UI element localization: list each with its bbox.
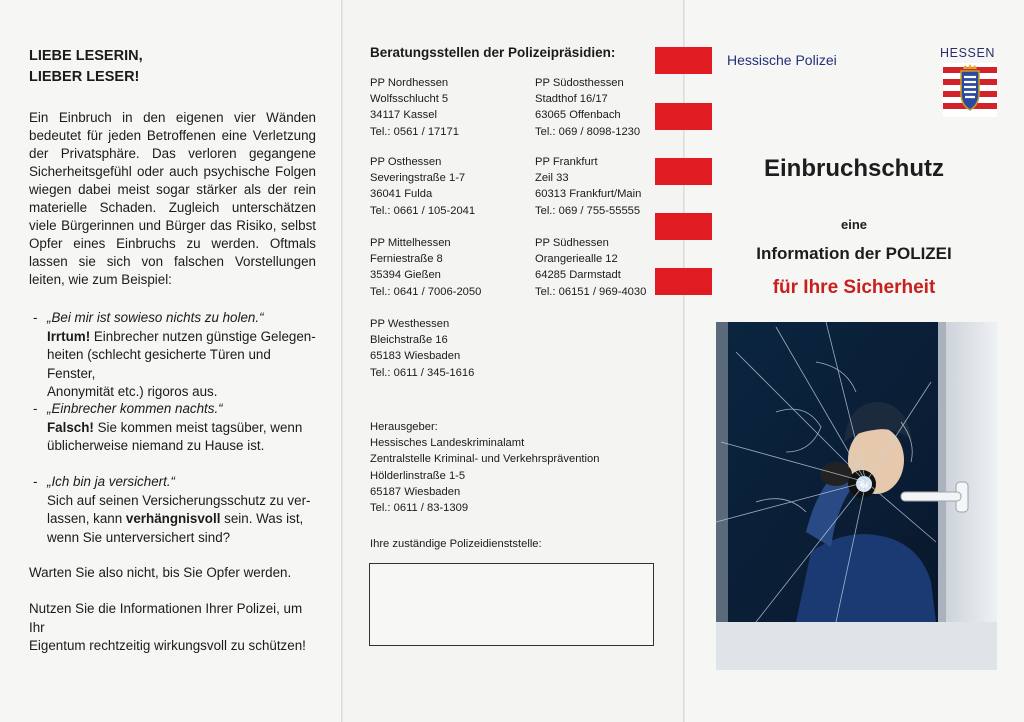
myth-line [47, 328, 319, 347]
myth-text: lassen, kann [47, 511, 126, 526]
local-station-box [369, 563, 654, 646]
office-name: PP Westhessen [370, 318, 450, 330]
myth-item [29, 473, 319, 547]
office-phone: Tel.: 0561 / 17171 [370, 125, 459, 138]
office-city: 65183 Wiesbaden [370, 350, 461, 363]
office-address-mittelhessen [370, 235, 540, 300]
myth-emphasis: verhängnisvoll [125, 511, 221, 526]
contacts-heading: Beratungsstellen der Polizeipräsidien: [370, 45, 616, 60]
office-name: PP Osthessen [370, 156, 442, 168]
publisher-street: Hölderlinstraße 1-5 [370, 469, 466, 482]
office-phone: Tel.: 069 / 8098-1230 [535, 125, 641, 138]
office-phone: Tel.: 0611 / 345-1616 [370, 366, 475, 379]
office-name: PP Südhessen [535, 237, 609, 249]
closing-paragraph [29, 600, 319, 656]
burglar-photo [716, 322, 997, 670]
hessen-crest-icon [943, 63, 997, 117]
myth-quote: „Bei mir ist sowieso nichts zu holen.“ [47, 310, 264, 325]
brochure-title: Einbruchschutz [763, 155, 944, 182]
myth-quote: „Einbrecher kommen nachts.“ [47, 401, 223, 416]
myth-dash: - [33, 474, 38, 489]
office-phone: Tel.: 06151 / 969-4030 [535, 285, 647, 298]
office-street: Ferniestraße 8 [370, 253, 443, 266]
red-bar [655, 47, 712, 74]
office-address-osthessen [370, 154, 540, 219]
myth-item [29, 309, 319, 402]
office-street: Orangeriealle 12 [535, 253, 618, 266]
office-street: Bleichstraße 16 [370, 334, 448, 347]
greeting-line-1: LIEBE LESERIN, [29, 48, 143, 64]
publisher-label: Herausgeber: [370, 421, 438, 433]
office-street: Stadthof 16/17 [535, 93, 608, 106]
subtitle-eine: eine [840, 217, 867, 232]
office-name: PP Frankfurt [535, 156, 598, 168]
red-bar [655, 103, 712, 130]
office-city: 64285 Darmstadt [535, 269, 621, 282]
office-name: PP Nordhessen [370, 77, 449, 89]
myth-text: üblicherweise niemand zu Hause ist. [47, 438, 265, 453]
myth-text: Sich auf seinen Versicherungsschutz zu ver- [47, 492, 311, 508]
myth-line [47, 529, 319, 548]
myth-text: heiten (schlecht gesicherte Türen und Fenster, [47, 347, 271, 381]
office-city: 36041 Fulda [370, 188, 433, 201]
office-name: PP Südosthessen [535, 77, 624, 89]
publisher-city: 65187 Wiesbaden [370, 485, 461, 498]
office-name: PP Mittelhessen [370, 237, 451, 249]
office-street: Zeil 33 [535, 172, 569, 185]
publisher-phone: Tel.: 0611 / 83-1309 [370, 502, 469, 515]
myth-dash: - [33, 310, 38, 325]
office-phone: Tel.: 0641 / 7006-2050 [370, 285, 482, 298]
office-city: 34117 Kassel [370, 109, 437, 122]
office-city: 35394 Gießen [370, 269, 441, 282]
office-address-nordhessen [370, 75, 540, 140]
myth-line [47, 419, 319, 438]
office-address-westhessen [370, 316, 540, 381]
myth-verdict: Irrtum! [47, 328, 91, 344]
myth-item [29, 400, 319, 456]
myth-text: sein. Was ist, [220, 511, 304, 526]
myth-text: Einbrecher nutzen günstige Gelegen- [90, 328, 316, 344]
myth-text: Anonymität etc.) rigoros aus. [47, 384, 218, 399]
myth-line [47, 346, 319, 383]
intro-paragraph: Ein Einbruch in den eigenen vier Wänden bedeutet für jeden Betroffenen eine Verletzung der Privatsphäre. Das verloren gegangene Sicherheitsgefühl oder auch psychische Folgen wiegen dabei meist sogar stärker als der rein materielle Schaden. Zugleich unterschätzen viele Bürgerinnen und Bürger das Risiko, selbst Opfer eines Einbruchs zu werden. Oftmals lassen sie sich von falschen Vorstellungen leiten, wie zum Beispiel: [29, 110, 316, 287]
office-city: 60313 Frankfurt/Main [535, 188, 642, 201]
publisher-block [370, 419, 599, 516]
office-phone: Tel.: 0661 / 105-2041 [370, 204, 476, 217]
office-city: 63065 Offenbach [535, 109, 621, 122]
publisher-dept: Zentralstelle Kriminal- und Verkehrsprävention [370, 453, 600, 466]
state-label: HESSEN [940, 46, 996, 60]
myth-text: Sie kommen meist tagsüber, wenn [93, 419, 303, 435]
myth-verdict: Falsch! [47, 419, 94, 435]
local-station-label: Ihre zuständige Polizeidienststelle: [370, 538, 542, 550]
greeting-line-2: LIEBER LESER! [29, 69, 140, 85]
office-phone: Tel.: 069 / 755-55555 [535, 204, 641, 217]
warning-line: Warten Sie also nicht, bis Sie Opfer werden. [29, 565, 292, 580]
myth-line [47, 437, 319, 456]
closing-line-2: Eigentum rechtzeitig wirkungsvoll zu schützen! [29, 638, 306, 653]
myth-quote: „Ich bin ja versichert.“ [47, 474, 175, 489]
fold-line-1 [341, 0, 343, 722]
greeting-heading [29, 46, 143, 88]
myth-line [47, 510, 319, 529]
myth-text: wenn Sie unterversichert sind? [47, 529, 231, 545]
subtitle-information: Information der POLIZEI [756, 244, 952, 263]
tagline: für Ihre Sicherheit [772, 277, 936, 298]
org-name: Hessische Polizei [727, 52, 837, 68]
office-street: Wolfsschlucht 5 [370, 93, 449, 106]
myth-line [47, 383, 319, 402]
publisher-org: Hessisches Landeskriminalamt [370, 437, 525, 450]
office-street: Severingstraße 1-7 [370, 172, 466, 185]
myth-dash: - [33, 401, 38, 416]
closing-line-1: Nutzen Sie die Informationen Ihrer Polizei, um Ihr [29, 601, 303, 635]
myth-line [47, 492, 319, 511]
